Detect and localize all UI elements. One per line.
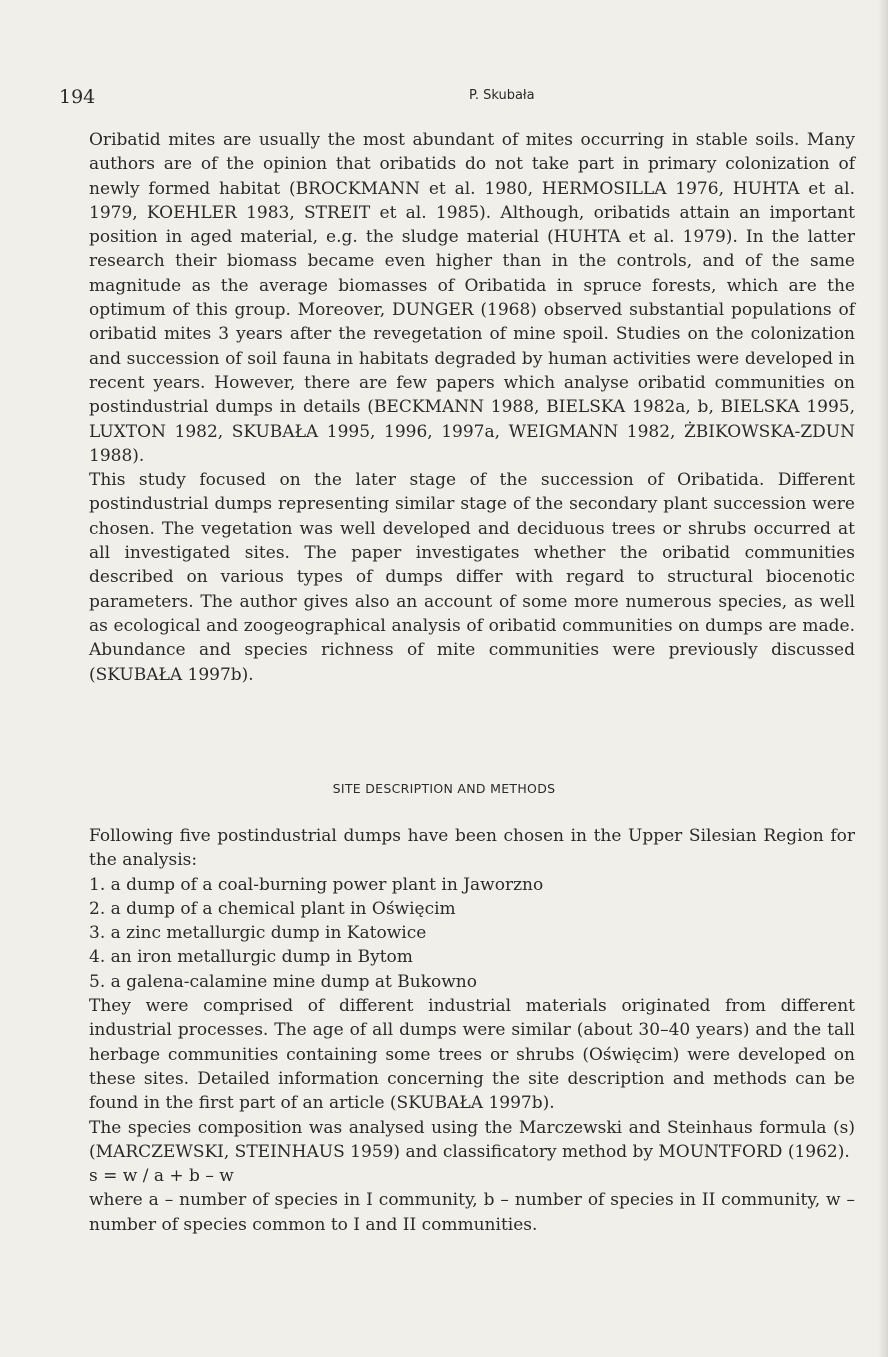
page-number: 194 — [59, 86, 96, 108]
methods-text — [89, 824, 855, 1237]
methods-paragraph-1: Following five postindustrial dumps have been chosen in the Upper Silesian Region for the analysis: — [89, 826, 855, 871]
methods-paragraph-4: where a – number of species in I community, b – number of species in II community, w – number of species common to I and II communities. — [89, 1190, 855, 1235]
section-heading: SITE DESCRIPTION AND METHODS — [332, 781, 556, 796]
list-item: 2. a dump of a chemical plant in Oświęcim — [89, 898, 456, 919]
list-item: 3. a zinc metallurgic dump in Katowice — [89, 923, 427, 944]
intro-paragraph-1: Oribatid mites are usually the most abundant of mites occurring in stable soils. Many authors are of the opinion that oribatids do not take part in primary colonization of newly formed habitat (BROCKMANN et al. 1980, HERMOSILLA 1976, HUHTA et al. 1979, KOEHLER 1983, STREIT et al. 1985). Although, oribatids attain an important position in aged material, e.g. the sludge material (HUHTA et al. 1979). In the latter research their biomass became even higher than in the controls, and of the same magnitude as the average biomasses of Oribatida in spruce forests, which are the optimum of this group. Moreover, DUNGER (1968) observed substantial populations of oribatid mites 3 years after the revegetation of mine spoil. Studies on the colonization and succession of soil fauna in habitats degraded by human activities were developed in recent years. However, there are few papers which analyse oribatid communities on postindustrial dumps in details (BECKMANN 1988, BIELSKA 1982a, b, BIELSKA 1995, LUXTON 1982, SKUBAŁA 1995, 1996, 1997a, WEIGMANN 1982, ŻBIKOWSKA-ZDUN 1988). — [89, 130, 855, 466]
list-item: 5. a galena-calamine mine dump at Bukowno — [89, 971, 477, 992]
page-edge-shadow — [878, 0, 888, 1357]
list-item: 4. an iron metallurgic dump in Bytom — [89, 947, 413, 968]
list-item: 1. a dump of a coal-burning power plant in Jaworzno — [89, 874, 544, 895]
running-head: P. Skubała — [469, 88, 535, 103]
dump-list — [89, 873, 855, 994]
page-header — [59, 86, 848, 110]
methods-paragraph-3: The species composition was analysed using the Marczewski and Steinhaus formula (s) (MARCZEWSKI, STEINHAUS 1959) and classificatory method by MOUNTFORD (1962). — [89, 1117, 855, 1162]
introduction-text — [89, 128, 855, 687]
formula: s = w / a + b – w — [89, 1166, 234, 1187]
methods-paragraph-2: They were comprised of different industrial materials originated from different industrial processes. The age of all dumps were similar (about 30–40 years) and the tall herbage communities containing some trees or shrubs (Oświęcim) were developed on these sites. Detailed information concerning the site description and methods can be found in the first part of an article (SKUBAŁA 1997b). — [89, 996, 855, 1114]
intro-paragraph-2: This study focused on the later stage of the succession of Oribatida. Different postindustrial dumps representing similar stage of the secondary plant succession were chosen. The vegetation was well developed and deciduous trees or shrubs occurred at all investigated sites. The paper investigates whether the oribatid communities described on various types of dumps differ with regard to structural biocenotic parameters. The author gives also an account of some more numerous species, as well as ecological and zoogeographical analysis of oribatid communities on dumps are made. Abundance and species richness of mite communities were previously discussed (SKUBAŁA 1997b). — [89, 470, 855, 685]
